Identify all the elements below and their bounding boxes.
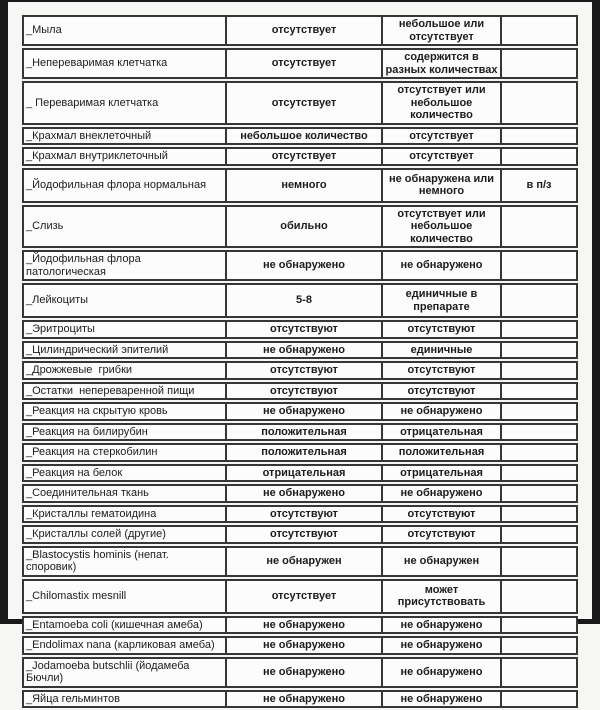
table-row — [22, 341, 578, 360]
unit-cell: в п/з — [500, 170, 576, 201]
reference-value-cell: отсутствуют — [381, 507, 500, 522]
table-row — [22, 81, 578, 125]
parameter-name-cell: _Йодофильная флора патологическая — [26, 253, 144, 278]
unit-cell — [500, 466, 576, 481]
table-row — [22, 546, 578, 577]
result-value-cell: не обнаружено — [225, 638, 381, 653]
parameter-name-cell: _Непереваримая клетчатка — [26, 57, 168, 70]
result-value-cell: обильно — [225, 207, 381, 247]
result-value-cell: отсутствуют — [225, 384, 381, 399]
table-row — [22, 690, 578, 709]
unit-cell — [500, 50, 576, 77]
table-row — [22, 505, 578, 524]
result-value-cell: 5-8 — [225, 285, 381, 316]
result-value-cell: не обнаружено — [225, 252, 381, 279]
unit-cell — [500, 486, 576, 501]
parameter-name-cell: _Chilomastix mesnill — [26, 589, 127, 602]
unit-cell — [500, 322, 576, 337]
reference-value-cell: отсутствуют — [381, 384, 500, 399]
parameter-name-cell: _Дрожжевые грибки — [26, 364, 133, 376]
result-value-cell: отсутствует — [225, 581, 381, 612]
reference-value-cell: небольшое или отсутствует — [381, 17, 500, 44]
parameter-name-cell: _Крахмал внутриклеточный — [26, 150, 168, 162]
table-row — [22, 168, 578, 203]
reference-value-cell: отсутствует — [381, 149, 500, 164]
parameter-name-cell: _Реакция на скрытую кровь — [26, 405, 168, 417]
parameter-name-cell: _Кристаллы гематоидина — [26, 507, 157, 520]
result-value-cell: не обнаружено — [225, 343, 381, 358]
result-value-cell: не обнаружено — [225, 486, 381, 501]
result-value-cell: отсутствует — [225, 149, 381, 164]
parameter-name-cell: _Кристаллы солей (другие) — [26, 528, 166, 540]
scan-edge-top — [0, 0, 600, 2]
reference-value-cell: отсутствует или небольшое количество — [381, 83, 500, 123]
unit-cell — [500, 638, 576, 653]
scan-edge-left — [0, 0, 8, 624]
result-value-cell: не обнаружено — [225, 404, 381, 419]
unit-cell — [500, 548, 576, 575]
table-row — [22, 15, 578, 46]
table-row — [22, 127, 578, 146]
unit-cell — [500, 129, 576, 144]
reference-value-cell: единичные — [381, 343, 500, 358]
result-value-cell: не обнаружено — [225, 618, 381, 633]
scan-edge-right — [592, 0, 600, 624]
parameter-name-cell: _Jodamoeba butschlii (йодамеба Бючли) — [26, 659, 193, 684]
reference-value-cell: не обнаружено — [381, 692, 500, 707]
table-row — [22, 361, 578, 380]
unit-cell — [500, 527, 576, 542]
parameter-name-cell: _Остатки непереваренной пищи — [26, 384, 195, 397]
table-row — [22, 443, 578, 462]
result-value-cell: отсутствуют — [225, 363, 381, 378]
table-row — [22, 382, 578, 401]
reference-value-cell: отсутствует — [381, 129, 500, 144]
result-value-cell: отсутствует — [225, 17, 381, 44]
table-row — [22, 484, 578, 503]
result-value-cell: положительная — [225, 445, 381, 460]
result-value-cell: отсутствуют — [225, 322, 381, 337]
result-value-cell: небольшое количество — [225, 129, 381, 144]
reference-value-cell: не обнаружено — [381, 638, 500, 653]
unit-cell — [500, 149, 576, 164]
table-row — [22, 205, 578, 249]
unit-cell — [500, 285, 576, 316]
result-value-cell: не обнаружено — [225, 692, 381, 707]
reference-value-cell: содержится в разных количествах — [381, 50, 500, 77]
parameter-name-cell: _Реакция на билирубин — [26, 425, 148, 438]
unit-cell — [500, 363, 576, 378]
unit-cell — [500, 83, 576, 123]
reference-value-cell: отсутствует или небольшое количество — [381, 207, 500, 247]
unit-cell — [500, 618, 576, 633]
parameter-name-cell: _Йодофильная флора нормальная — [26, 178, 207, 191]
result-value-cell: не обнаружен — [225, 548, 381, 575]
table-row — [22, 250, 578, 281]
parameter-name-cell: _Соединительная ткань — [26, 487, 149, 499]
reference-value-cell: не обнаружено — [381, 618, 500, 633]
table-row — [22, 579, 578, 614]
table-row — [22, 423, 578, 442]
reference-value-cell: отсутствуют — [381, 363, 500, 378]
unit-cell — [500, 404, 576, 419]
reference-value-cell: отрицательная — [381, 466, 500, 481]
reference-value-cell: не обнаружена или немного — [381, 170, 500, 201]
table-row — [22, 402, 578, 421]
parameter-name-cell: _Entamoeba coli (кишечная амеба) — [26, 618, 203, 631]
result-value-cell: не обнаружено — [225, 659, 381, 686]
table-row — [22, 636, 578, 655]
table-row — [22, 48, 578, 79]
parameter-name-cell: _Реакция на белок — [26, 466, 123, 479]
result-value-cell: отсутствуют — [225, 507, 381, 522]
unit-cell — [500, 425, 576, 440]
reference-value-cell: не обнаружено — [381, 486, 500, 501]
reference-value-cell: отсутствуют — [381, 527, 500, 542]
reference-value-cell: отрицательная — [381, 425, 500, 440]
parameter-name-cell: _Крахмал внеклеточный — [26, 129, 152, 142]
reference-value-cell: не обнаружен — [381, 548, 500, 575]
parameter-name-cell: _Мыла — [26, 24, 62, 37]
reference-value-cell: положительная — [381, 445, 500, 460]
unit-cell — [500, 17, 576, 44]
parameter-name-cell: _Лейкоциты — [26, 294, 89, 307]
parameter-name-cell: _Blastocystis hominis (непат. споровик) — [26, 548, 172, 573]
result-value-cell: немного — [225, 170, 381, 201]
result-value-cell: отсутствуют — [225, 527, 381, 542]
reference-value-cell: единичные в препарате — [381, 285, 500, 316]
result-value-cell: отсутствует — [225, 50, 381, 77]
table-row — [22, 657, 578, 688]
unit-cell — [500, 507, 576, 522]
unit-cell — [500, 252, 576, 279]
parameter-name-cell: _Слизь — [26, 220, 64, 232]
result-value-cell: отсутствует — [225, 83, 381, 123]
reference-value-cell: не обнаружено — [381, 404, 500, 419]
unit-cell — [500, 343, 576, 358]
unit-cell — [500, 207, 576, 247]
parameter-name-cell: _Яйца гельминтов — [26, 692, 121, 705]
result-value-cell: отрицательная — [225, 466, 381, 481]
reference-value-cell: отсутствуют — [381, 322, 500, 337]
parameter-name-cell: _ Переваримая клетчатка — [26, 96, 159, 109]
lab-results-table — [22, 15, 578, 710]
table-row — [22, 616, 578, 635]
reference-value-cell: может присутствовать — [381, 581, 500, 612]
table-row — [22, 320, 578, 339]
parameter-name-cell: _Цилиндрический эпителий — [26, 343, 169, 356]
unit-cell — [500, 659, 576, 686]
unit-cell — [500, 445, 576, 460]
table-row — [22, 464, 578, 483]
result-value-cell: положительная — [225, 425, 381, 440]
unit-cell — [500, 692, 576, 707]
table-row — [22, 283, 578, 318]
parameter-name-cell: _Эритроциты — [26, 323, 95, 335]
parameter-name-cell: _Реакция на стеркобилин — [26, 446, 158, 458]
reference-value-cell: не обнаружено — [381, 659, 500, 686]
table-row — [22, 525, 578, 544]
table-row — [22, 147, 578, 166]
unit-cell — [500, 581, 576, 612]
unit-cell — [500, 384, 576, 399]
parameter-name-cell: _Endolimax nana (карликовая амеба) — [26, 639, 215, 651]
reference-value-cell: не обнаружено — [381, 252, 500, 279]
